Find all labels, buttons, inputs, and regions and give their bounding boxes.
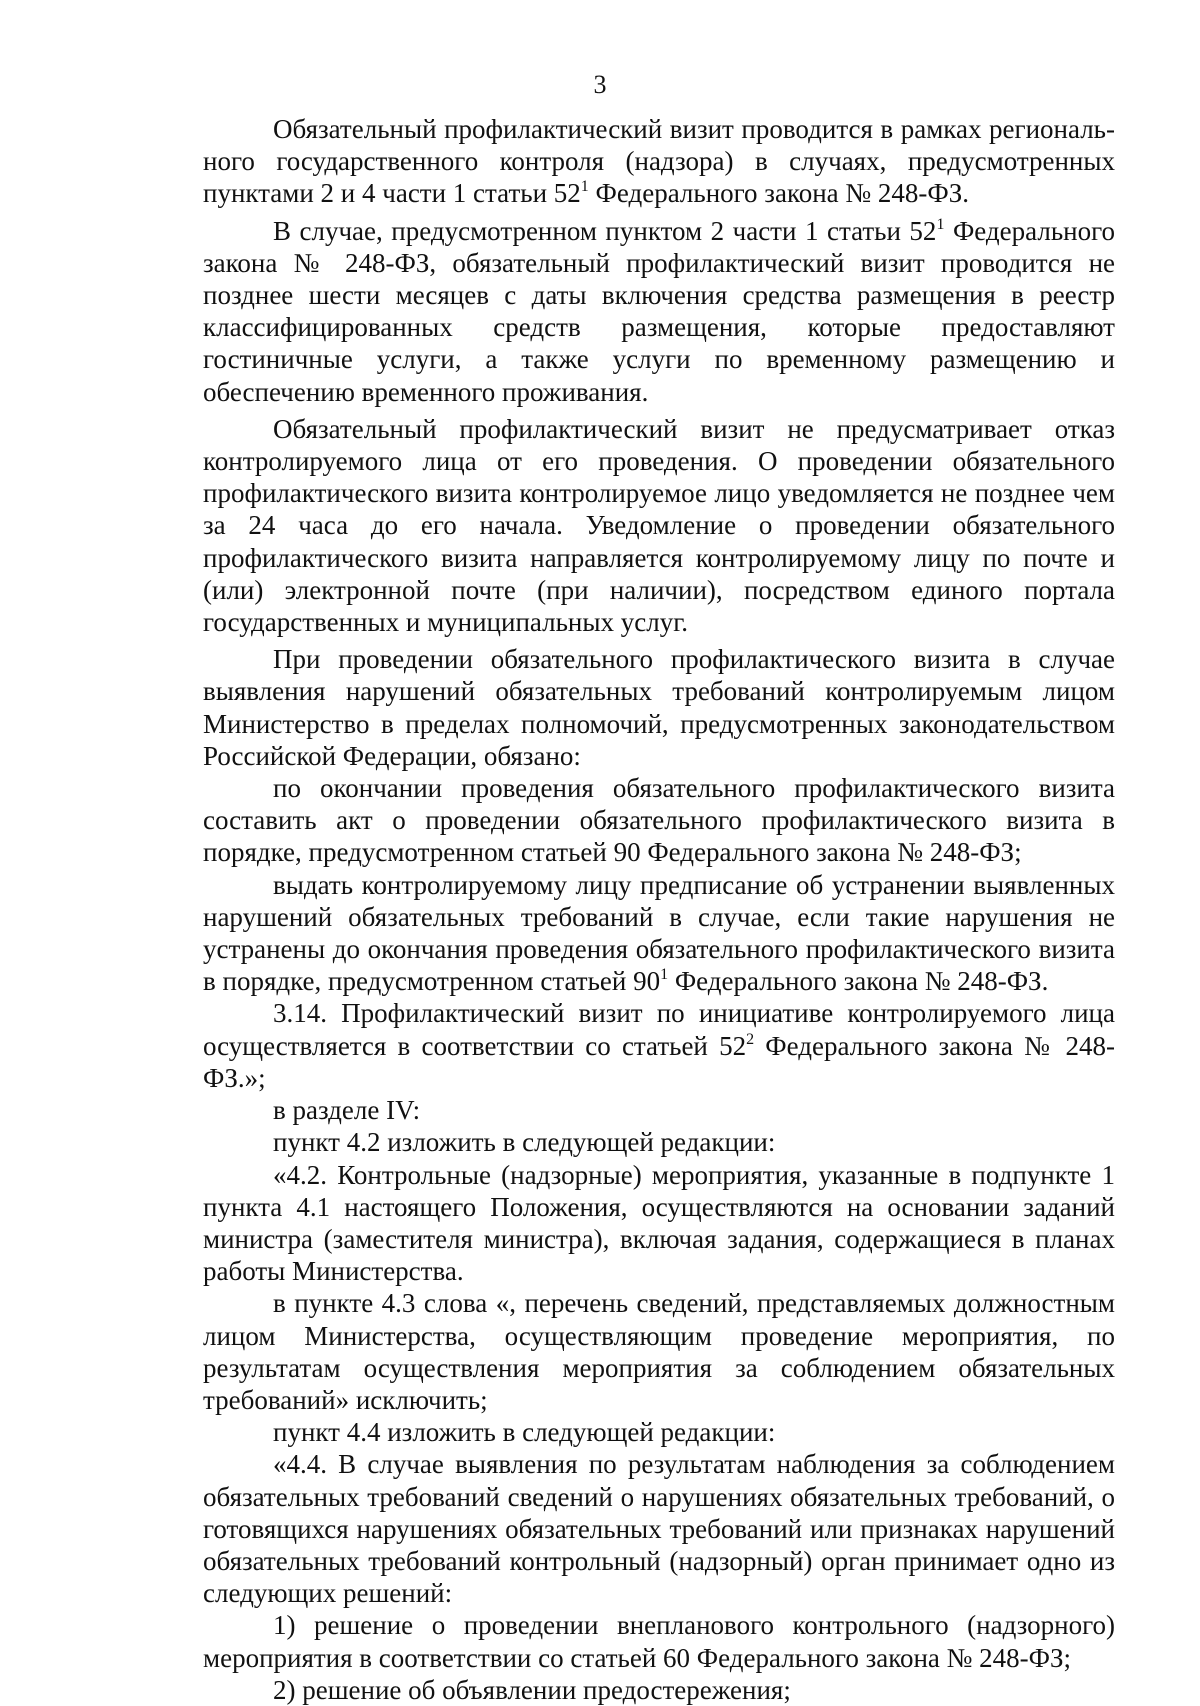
paragraph bbox=[203, 643, 1115, 772]
paragraph bbox=[203, 113, 1115, 210]
paragraph bbox=[203, 1094, 1115, 1126]
paragraph-text: пункт 4.4 изложить в следующей редакции: bbox=[273, 1417, 776, 1448]
superscript: 1 bbox=[936, 215, 945, 233]
paragraph-text: В случае, предусмотренном пунктом 2 части 1 статьи 52 bbox=[273, 215, 937, 246]
paragraph-text: При проведении обязательного профилактического визита в случае выявления нарушений обязательных требований контролируемым лицом Министерство в пределах полномочий, предусмотренных законодательством Российской Федерации, обязано: bbox=[203, 644, 1115, 771]
paragraph bbox=[203, 997, 1115, 1094]
paragraph-text: Федерального закона № 248-ФЗ. bbox=[668, 966, 1049, 997]
paragraph-text: 2) решение об объявлении предостережения; bbox=[273, 1674, 791, 1705]
superscript: 2 bbox=[746, 1030, 755, 1048]
paragraph bbox=[203, 1448, 1115, 1609]
paragraph-text: «4.2. Контрольные (надзорные) мероприятия, указанные в подпункте 1 пункта 4.1 настоящего Положения, осуществляются на основании заданий министра (заместителя министра), включая задания, содержащиеся в планах работы Министерства. bbox=[203, 1159, 1115, 1287]
paragraph-text: выдать контролируемому лицу предписание об устранении выявленных нарушений обязательных требований в случае, если такие нарушения не устранены до окончания проведения обязательного профилактического визита в порядке, предусмотренном статьей 90 bbox=[203, 869, 1115, 997]
paragraph-text: Обязательный профилактический визит не предусматривает отказ контролируемого лица от его проведения. О проведении обязательного профилактического визита контролируемое лицо уведомляется не позднее чем за 24 часа до его начала. Уведомление о проведении обязательного профилактического визита направляется контролируемому лицу по почте и (или) электронной почте (при наличии), посредством единого портала государственных и муниципальных услуг. bbox=[203, 413, 1115, 638]
paragraph-text: Обязательный профилактический визит проводится в рамках регионального государственного контроля (надзора) в случаях, предусмотренных пунктами 2 и 4 части 1 статьи 52 bbox=[203, 114, 1115, 209]
superscript: 1 bbox=[660, 966, 669, 984]
paragraph bbox=[203, 413, 1115, 638]
paragraph-text: в пункте 4.3 слова «, перечень сведений, представляемых должностным лицом Министерства, осуществляющим проведение мероприятия, по результатам осуществления мероприятия за соблюдением обязательных требований» исключить; bbox=[203, 1288, 1115, 1415]
paragraph-text: «4.4. В случае выявления по результатам наблюдения за соблюдением обязательных требований сведений о нарушениях обязательных требований, о готовящихся нарушениях обязательных требований или признаках нарушений обязательных требований контрольный (надзорный) орган принимает одно из следующих решений: bbox=[203, 1449, 1115, 1609]
paragraph bbox=[203, 1609, 1115, 1673]
paragraph-text: Федерального закона № 248-ФЗ.»; bbox=[203, 1030, 1115, 1093]
paragraph bbox=[203, 1416, 1115, 1448]
page-number: 3 bbox=[593, 70, 607, 99]
paragraph-text: в разделе IV: bbox=[273, 1095, 421, 1126]
paragraph-text: 1) решение о проведении внепланового контрольного (надзорного) мероприятия в соответствии со статьей 60 Федерального закона № 248-ФЗ; bbox=[203, 1610, 1115, 1673]
paragraph bbox=[203, 1159, 1115, 1288]
document-body bbox=[203, 113, 1115, 1706]
paragraph bbox=[203, 1126, 1115, 1158]
paragraph-text: пункт 4.2 изложить в следующей редакции: bbox=[273, 1127, 776, 1158]
paragraph bbox=[203, 1287, 1115, 1416]
paragraph-text: 3.14. Профилактический визит по инициативе контролируемого лица осуществляется в соответствии со статьей 52 bbox=[203, 998, 1115, 1061]
paragraph bbox=[203, 869, 1115, 998]
paragraph-text: по окончании проведения обязательного профилактического визита составить акт о проведении обязательного профилактического визита в порядке, предусмотренном статьей 90 Федерального закона № 248-ФЗ; bbox=[203, 773, 1115, 868]
paragraph-text: Федерального закона № 248-ФЗ. bbox=[588, 178, 969, 209]
paragraph bbox=[203, 1674, 1115, 1706]
paragraph-text: Федерального закона № 248-ФЗ, обязательный профилактический визит проводится не позднее шести месяцев с даты включения средства размещения в реестр классифицированных средств размещения, которые предоставляют гостиничные услуги, а также услуги по временному размещению и обеспечению временного проживания. bbox=[203, 215, 1115, 407]
paragraph bbox=[203, 215, 1115, 408]
paragraph bbox=[203, 772, 1115, 869]
superscript: 1 bbox=[580, 178, 589, 196]
